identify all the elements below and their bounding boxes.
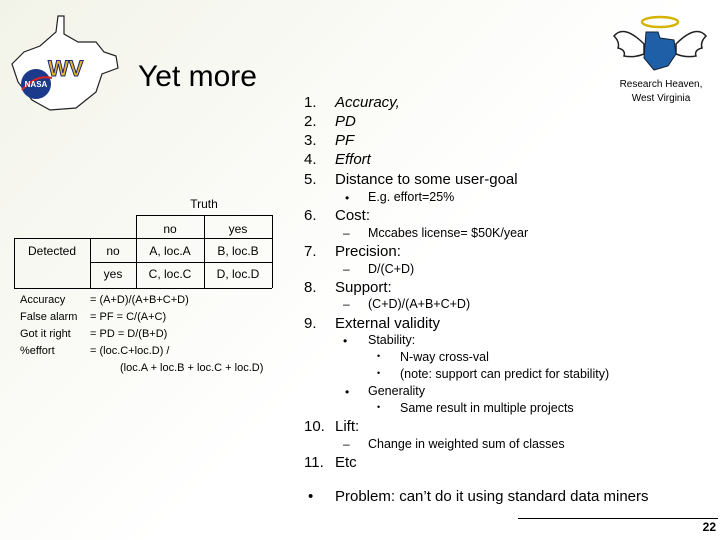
dash-marker: –	[343, 437, 350, 451]
cell-c: C, loc.C	[148, 267, 192, 281]
list-item: PF	[335, 132, 355, 149]
research-heaven-logo	[610, 14, 710, 78]
list-item: Lift:	[335, 418, 360, 435]
left-wing-icon	[614, 32, 644, 57]
list-item: External validity	[335, 315, 441, 332]
dash-marker: –	[343, 297, 350, 311]
list-item: Etc	[335, 454, 357, 471]
list-item: Precision:	[335, 243, 401, 260]
table-rule	[14, 288, 272, 289]
bullet-marker: •	[345, 191, 350, 205]
list-item: Distance to some user-goal	[335, 171, 518, 188]
bullet-marker: •	[345, 385, 350, 399]
formula-key: False alarm	[20, 311, 78, 323]
final-bullet: Problem: can’t do it using standard data miners	[335, 488, 649, 505]
research-heaven-caption	[606, 78, 716, 106]
dash-marker: –	[343, 262, 350, 276]
table-rule	[90, 262, 272, 263]
caption-line-2: West Virginia	[631, 93, 691, 104]
truth-header: Truth	[190, 197, 218, 211]
list-number: 10.	[304, 418, 325, 435]
row-label-no: no	[106, 244, 120, 258]
row-label-yes: yes	[103, 267, 123, 281]
bullet-marker: •	[377, 368, 381, 378]
sub-sub-item: (note: support can predict for stability)	[400, 367, 610, 381]
list-number: 11.	[304, 454, 324, 471]
sub-item: Mccabes license= $50K/year	[368, 226, 529, 240]
dash-marker: –	[343, 226, 350, 240]
sub-sub-item: Same result in multiple projects	[400, 401, 574, 415]
bullet-marker: •	[377, 351, 381, 361]
list-number: 9.	[304, 315, 317, 332]
list-item: PD	[335, 113, 356, 130]
sub-item: Change in weighted sum of classes	[368, 437, 565, 451]
formula-continuation: (loc.A + loc.B + loc.C + loc.D)	[120, 362, 264, 374]
col-header-yes: yes	[228, 222, 248, 236]
bullet-marker: •	[377, 402, 381, 412]
list-number: 3.	[304, 132, 317, 149]
formula-key: Got it right	[20, 328, 71, 340]
nasa-text: NASA	[24, 80, 48, 89]
formula-value: = PF = C/(A+C)	[90, 311, 167, 323]
formula-value: = (loc.C+loc.D) /	[90, 345, 170, 357]
formula-value: = (A+D)/(A+B+C+D)	[90, 294, 189, 306]
table-rule	[272, 215, 273, 288]
wv-state-icon	[644, 32, 676, 70]
sub-item: D/(C+D)	[368, 262, 415, 276]
wv-letters: WV	[48, 56, 84, 81]
page-number: 22	[702, 520, 716, 534]
row-header-detected: Detected	[27, 244, 77, 258]
list-item: Effort	[335, 151, 371, 168]
list-item: Accuracy,	[335, 94, 400, 111]
list-number: 7.	[304, 243, 317, 260]
list-number: 5.	[304, 171, 317, 188]
sub-item: (C+D)/(A+B+C+D)	[368, 297, 471, 311]
page-title: Yet more	[138, 60, 257, 93]
bullet-marker: •	[308, 488, 314, 505]
table-rule	[14, 238, 272, 239]
cell-a: A, loc.A	[149, 244, 191, 258]
caption-line-1: Research Heaven,	[619, 79, 703, 90]
right-wing-icon	[676, 32, 706, 57]
halo-icon	[642, 17, 678, 27]
footer-rule	[518, 518, 718, 519]
formula-key: %effort	[20, 345, 55, 357]
list-item: Support:	[335, 279, 392, 296]
cell-d: D, loc.D	[216, 267, 260, 281]
sub-sub-item: N-way cross-val	[400, 350, 489, 364]
list-number: 8.	[304, 279, 317, 296]
formula-value: = PD = D/(B+D)	[90, 328, 168, 340]
sub-item: E.g. effort=25%	[368, 190, 455, 204]
list-number: 2.	[304, 113, 317, 130]
list-item: Cost:	[335, 207, 371, 224]
list-number: 6.	[304, 207, 317, 224]
sub-item: Generality	[368, 384, 425, 398]
col-header-no: no	[163, 222, 177, 236]
formula-key: Accuracy	[20, 294, 66, 306]
list-number: 4.	[304, 151, 317, 168]
cell-b: B, loc.B	[217, 244, 259, 258]
sub-item: Stability:	[368, 333, 416, 347]
wv-nasa-logo	[6, 12, 126, 112]
list-number: 1.	[304, 94, 317, 111]
bullet-marker: •	[343, 334, 348, 348]
